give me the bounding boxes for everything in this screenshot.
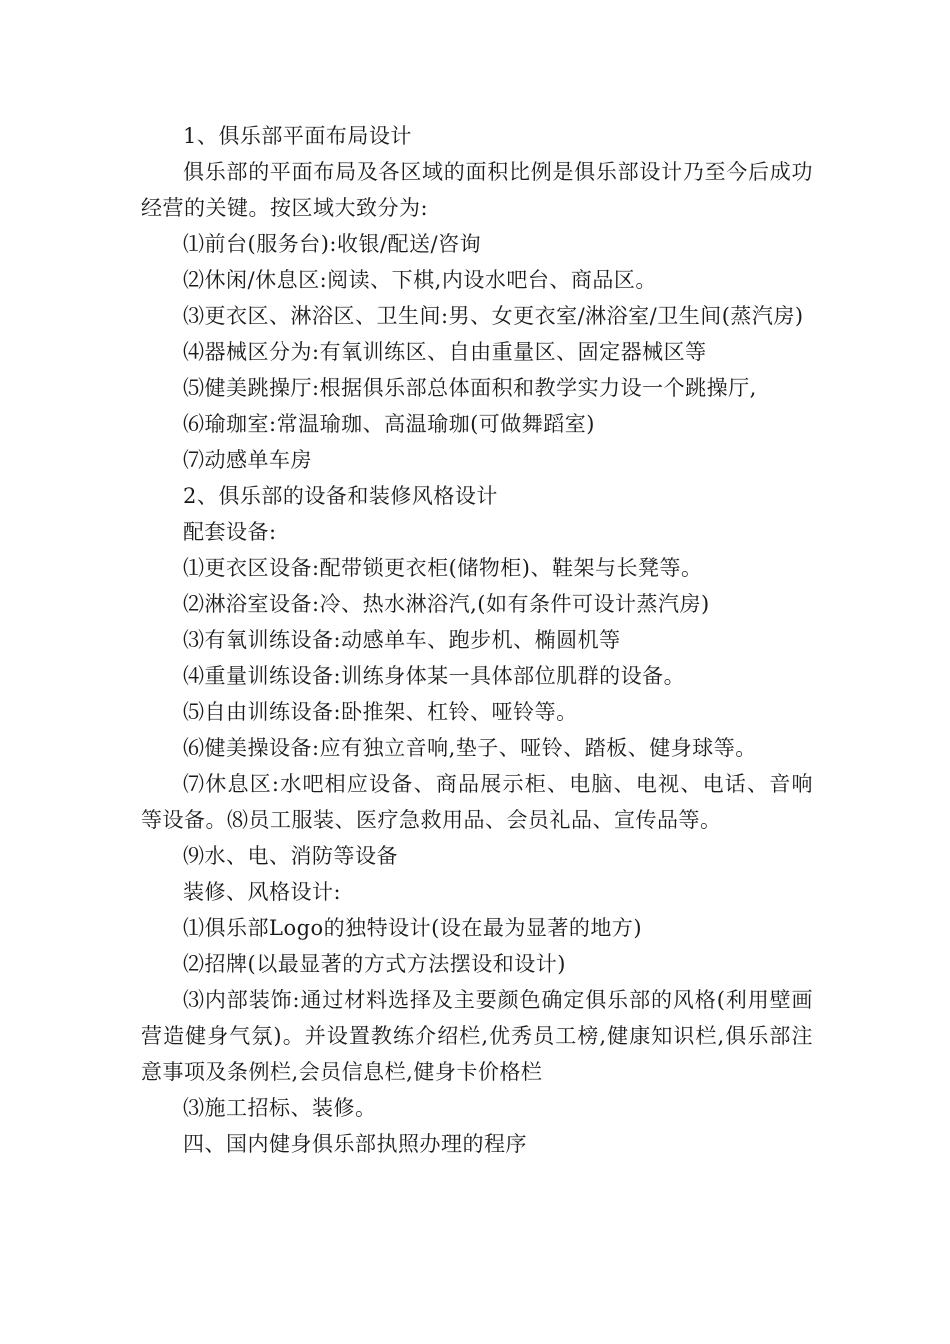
list-item-shower-equipment: ⑵淋浴室设备:冷、热水淋浴汽,(如有条件可设计蒸汽房) [183,592,710,616]
list-item-signboard: ⑵招牌(以最显著的方式方法摆设和设计) [183,952,566,976]
list-item-locker-room: ⑶更衣区、淋浴区、卫生间:男、女更衣室/淋浴室/卫生间(蒸汽房) [183,304,804,328]
list-item-weight-equipment: ⑷重量训练设备:训练身体某一具体部位肌群的设备。 [183,664,686,688]
list-item-spinning-room: ⑺动感单车房 [183,448,312,472]
list-item-utilities: ⑼水、电、消防等设备 [183,844,398,868]
list-item-yoga-room: ⑹瑜珈室:常温瑜珈、高温瑜珈(可做舞蹈室) [183,412,595,436]
list-item-construction: ⑶施工招标、装修。 [183,1096,377,1120]
section-heading-equipment: 2、俱乐部的设备和装修风格设计 [183,484,498,508]
subheading-facilities: 配套设备: [183,520,277,544]
list-item-lounge-equipment: ⑺休息区:水吧相应设备、商品展示柜、电脑、电视、电话、音响等设备。⑻员工服装、医疗急救用品、会员礼品、宣传品等。 [141,772,813,832]
list-item-aerobic-equipment: ⑶有氧训练设备:动感单车、跑步机、椭圆机等 [183,628,621,652]
list-item-logo-design: ⑴俱乐部Logo的独特设计(设在最为显著的地方) [183,916,643,940]
list-item-free-training-equipment: ⑸自由训练设备:卧推架、杠铃、哑铃等。 [183,700,578,724]
list-item-equipment-area: ⑷器械区分为:有氧训练区、自由重量区、固定器械区等 [183,340,707,364]
paragraph-layout-intro: 俱乐部的平面布局及各区域的面积比例是俱乐部设计乃至今后成功经营的关键。按区域大致分为: [141,160,813,220]
list-item-aerobics-hall: ⑸健美跳操厅:根据俱乐部总体面积和教学实力设一个跳操厅, [183,376,757,400]
list-item-locker-equipment: ⑴更衣区设备:配带锁更衣柜(储物柜)、鞋架与长凳等。 [183,556,703,580]
list-item-lounge: ⑵休闲/休息区:阅读、下棋,内设水吧台、商品区。 [183,268,657,292]
list-item-interior-decoration: ⑶内部装饰:通过材料选择及主要颜色确定俱乐部的风格(利用壁画营造健身气氛)。并设置教练介绍栏,优秀员工榜,健康知识栏,俱乐部注意事项及条例栏,会员信息栏,健身卡价格栏 [141,988,813,1084]
subheading-decoration: 装修、风格设计: [183,880,342,904]
list-item-front-desk: ⑴前台(服务台):收银/配送/咨询 [183,232,482,256]
document-body [141,118,813,1162]
list-item-aerobics-equipment: ⑹健美操设备:应有独立音响,垫子、哑铃、踏板、健身球等。 [183,736,757,760]
section-heading-license: 四、国内健身俱乐部执照办理的程序 [183,1132,527,1156]
section-heading-layout: 1、俱乐部平面布局设计 [183,124,412,148]
